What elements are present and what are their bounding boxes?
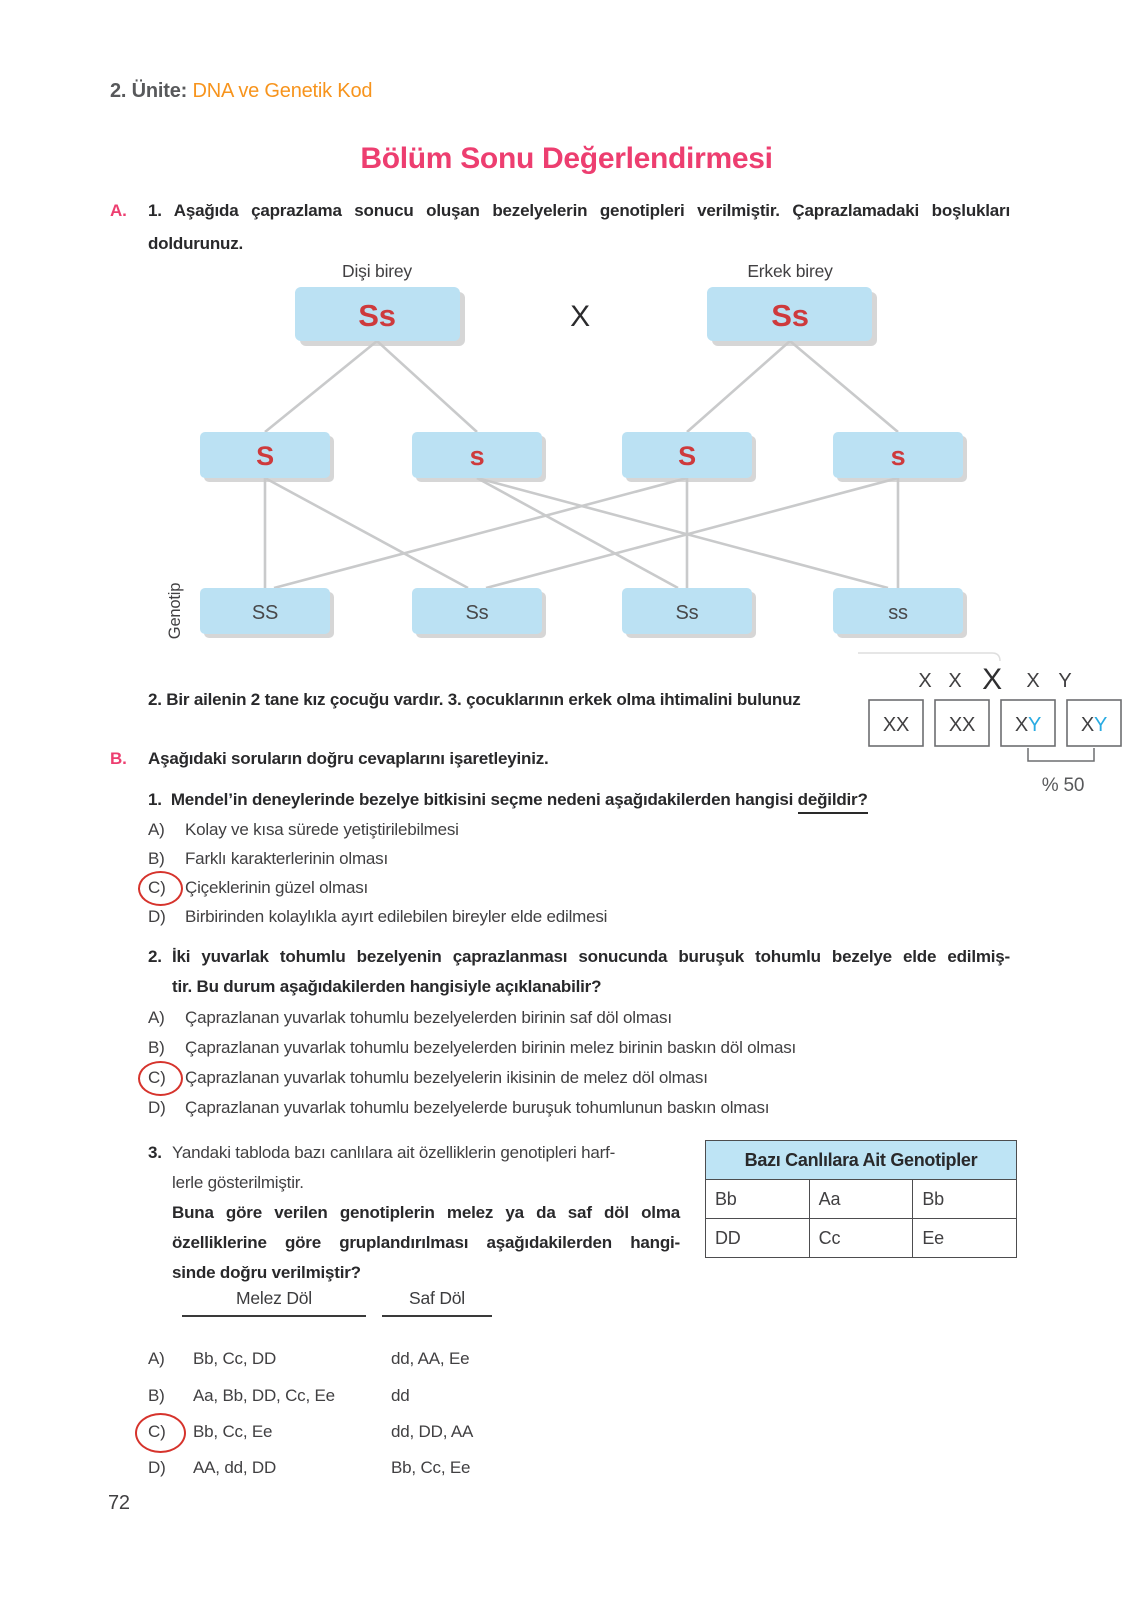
parent-chromosome-5: Y [1058, 670, 1072, 692]
page-title: Bölüm Sonu Değerlendirmesi [360, 142, 773, 175]
answer-saf: dd, DD, AA [391, 1422, 474, 1441]
option-text: Çiçeklerinin güzel olması [185, 878, 369, 897]
genotype-table-title: Bazı Canlılara Ait Genotipler [706, 1141, 1017, 1180]
combination-4 [1081, 714, 1107, 736]
question-a1-line1: 1. Aşağıda çaprazlama sonucu oluşan bezelyelerin genotipleri verilmiştir. Çaprazlamadaki boşlukları [148, 201, 1010, 220]
option-letter: C) [148, 1068, 166, 1087]
genotype-cell: Aa [809, 1180, 913, 1219]
section-a-label: A. [110, 201, 127, 220]
question-b2-line1: İki yuvarlak tohumlu bezelyenin çaprazlanması sonucunda buruşuk tohumlu bezelye elde edilmiş- [172, 947, 1010, 966]
chromosome-letter: X [1014, 714, 1028, 736]
offspring-2: Ss [465, 602, 489, 624]
question-b1 [148, 790, 868, 810]
option-letter: B) [148, 849, 165, 868]
genotype-cell: DD [706, 1219, 810, 1258]
probability-value: % 50 [1041, 775, 1085, 796]
question-b1-underlined-word: değildir? [798, 790, 868, 814]
genetic-cross-diagram [0, 250, 1133, 650]
chromosome-letter: X [896, 714, 910, 736]
chromosome-letter: X [962, 714, 976, 736]
question-b3-intro1: Yandaki tabloda bazı canlılara ait özelliklerin genotipleri harf- [172, 1143, 616, 1162]
gamete-3: S [678, 441, 696, 471]
question-b3-bold1: Buna göre verilen genotiplerin melez ya da saf döl olma [172, 1203, 680, 1222]
option-text: Çaprazlanan yuvarlak tohumlu bezelyelerde buruşuk tohumlunun baskın olması [185, 1098, 770, 1117]
melez-dol-header: Melez Döl [182, 1288, 366, 1317]
y-chromosome-letter: Y [1094, 714, 1108, 736]
answer-circle-q2 [138, 1061, 183, 1096]
unit-label: 2. Ünite: [110, 80, 188, 102]
answer-melez: AA, dd, DD [193, 1458, 277, 1477]
chromosome-letter: X [1080, 714, 1094, 736]
answer-saf: dd, AA, Ee [391, 1349, 470, 1368]
answer-melez: Bb, Cc, Ee [193, 1422, 273, 1441]
answer-saf: Bb, Cc, Ee [391, 1458, 471, 1477]
option-b1-b [148, 849, 388, 869]
answer-letter: D) [148, 1458, 166, 1477]
combination-2 [949, 714, 975, 736]
answer-saf: dd [391, 1386, 410, 1405]
option-text: Çaprazlanan yuvarlak tohumlu bezelyelerden birinin melez birinin baskın döl olması [185, 1038, 797, 1057]
genotype-cell: Ee [913, 1219, 1017, 1258]
question-b1-text: Mendel’in deneylerinde bezelye bitkisini seçme nedeni aşağıdakilerden hangisi [170, 790, 798, 809]
unit-header [110, 80, 372, 103]
gamete-2: s [469, 441, 485, 471]
question-b3-intro2: lerle gösterilmiştir. [172, 1173, 304, 1192]
genotype-axis-label: Genotip [166, 582, 184, 640]
offspring-4: ss [888, 602, 908, 624]
answer-row-d [148, 1458, 470, 1478]
answer-row-a [148, 1349, 469, 1369]
answer-circle-q1 [138, 871, 183, 906]
option-text: Çaprazlanan yuvarlak tohumlu bezelyelerden birinin saf döl olması [185, 1008, 672, 1027]
question-a1-line2: doldurunuz. [148, 234, 244, 253]
option-b2-a [148, 1008, 672, 1028]
option-letter: D) [148, 1098, 166, 1117]
answer-circle-q3 [135, 1413, 186, 1453]
option-text: Farklı karakterlerinin olması [185, 849, 388, 868]
y-chromosome-letter: Y [1028, 714, 1042, 736]
offspring-3: Ss [675, 602, 699, 624]
page-number: 72 [108, 1492, 130, 1514]
answer-letter: A) [148, 1349, 165, 1368]
section-b-heading: Aşağıdaki soruların doğru cevaplarını işaretleyiniz. [148, 749, 549, 768]
parent-chromosome-2: X [948, 670, 962, 692]
answer-letter: C) [148, 1422, 166, 1441]
question-b3-number: 3. [148, 1143, 162, 1162]
option-letter: B) [148, 1038, 165, 1057]
question-a2-text: 2. Bir ailenin 2 tane kız çocuğu vardır. 3. çocuklarının erkek olma ihtimalini bulunuz [148, 690, 801, 709]
answer-row-c [148, 1422, 473, 1442]
option-b1-d [148, 907, 607, 927]
male-genotype: Ss [771, 298, 809, 333]
saf-dol-header: Saf Döl [382, 1288, 492, 1317]
combination-3 [1015, 714, 1041, 736]
option-text: Çaprazlanan yuvarlak tohumlu bezelyelerin ikisinin de melez döl olması [185, 1068, 708, 1087]
genotype-table [705, 1140, 1017, 1258]
question-b3-bold2: özelliklerine göre gruplandırılması aşağıdakilerden hangi- [172, 1233, 680, 1252]
sex-chromosome-diagram [850, 645, 1133, 797]
answer-row-b [148, 1386, 410, 1406]
question-b1-number: 1. [148, 790, 162, 809]
combination-1 [883, 714, 909, 736]
section-b-label: B. [110, 749, 127, 768]
cross-symbol: X [570, 300, 590, 333]
gamete-1: S [256, 441, 274, 471]
option-b2-c [148, 1068, 708, 1088]
female-parent-label: Dişi birey [342, 261, 412, 281]
option-letter: A) [148, 820, 165, 839]
female-genotype: Ss [358, 298, 396, 333]
genotype-cell: Cc [809, 1219, 913, 1258]
parent-chromosome-3: X [982, 663, 1002, 696]
parent-chromosome-4: X [1026, 670, 1040, 692]
option-letter: A) [148, 1008, 165, 1027]
cross-lines [265, 341, 898, 588]
male-parent-label: Erkek birey [747, 261, 833, 281]
chromosome-letter: X [948, 714, 962, 736]
answer-letter: B) [148, 1386, 165, 1405]
chromosome-letter: X [882, 714, 896, 736]
gamete-4: s [890, 441, 906, 471]
option-letter: D) [148, 907, 166, 926]
genotype-cell: Bb [706, 1180, 810, 1219]
question-b3-bold3: sinde doğru verilmiştir? [172, 1263, 361, 1282]
option-letter: C) [148, 878, 166, 897]
answer-melez: Bb, Cc, DD [193, 1349, 277, 1368]
unit-title: DNA ve Genetik Kod [192, 80, 373, 102]
panel-corner-line [858, 653, 1000, 661]
option-b2-b [148, 1038, 796, 1058]
offspring-1: SS [251, 602, 279, 624]
genotype-cell: Bb [913, 1180, 1017, 1219]
option-b1-a [148, 820, 459, 840]
question-b2-number: 2. [148, 947, 162, 966]
option-text: Birbirinden kolaylıkla ayırt edilebilen bireyler elde edilmesi [185, 907, 608, 926]
male-bracket [1028, 748, 1094, 761]
question-b2-line2: tir. Bu durum aşağıdakilerden hangisiyle açıklanabilir? [172, 977, 602, 996]
option-text: Kolay ve kısa sürede yetiştirilebilmesi [185, 820, 459, 839]
parent-chromosome-1: X [918, 670, 932, 692]
answer-melez: Aa, Bb, DD, Cc, Ee [193, 1386, 335, 1405]
option-b2-d [148, 1098, 769, 1118]
